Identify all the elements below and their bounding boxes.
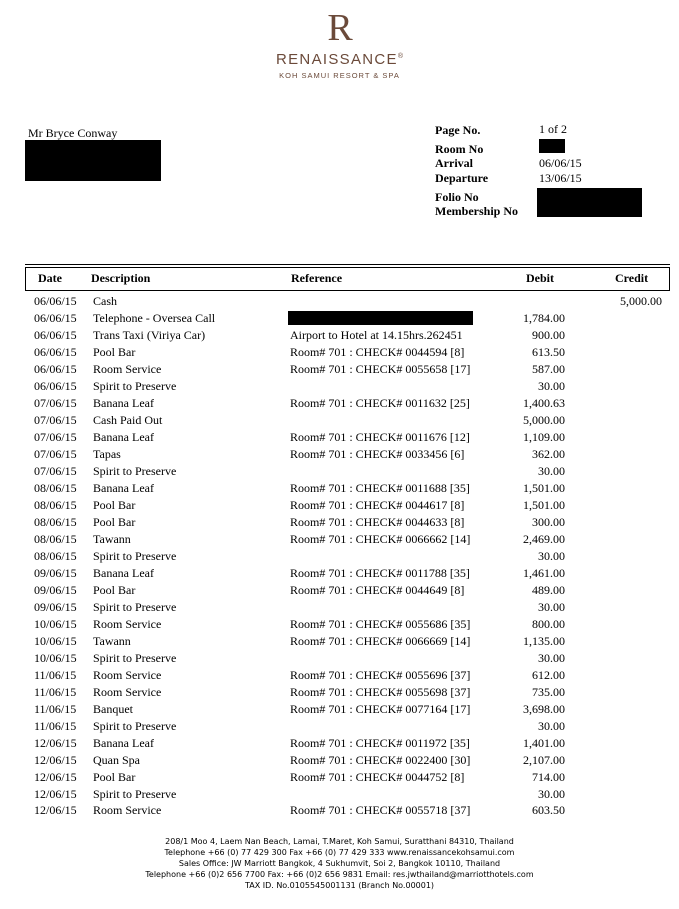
row-description: Room Service: [93, 362, 162, 376]
table-row: [0, 379, 679, 396]
table-row: [0, 294, 679, 311]
redacted-address: [25, 140, 161, 181]
table-row: [0, 498, 679, 515]
hotel-subtitle: KOH SAMUI RESORT & SPA: [279, 71, 400, 80]
column-header-date: Date: [38, 271, 62, 285]
table-row: [0, 515, 679, 532]
table-row: [0, 651, 679, 668]
row-debit: 587.00: [532, 362, 565, 376]
row-reference: Room# 701 : CHECK# 0055718 [37]: [290, 803, 471, 817]
row-debit: 30.00: [538, 464, 565, 478]
row-description: Banana Leaf: [93, 566, 154, 580]
row-date: 10/06/15: [34, 651, 77, 665]
table-row: [0, 396, 679, 413]
row-date: 06/06/15: [34, 311, 77, 325]
row-description: Tapas: [93, 447, 121, 461]
table-header-rule: [25, 264, 670, 265]
row-date: 07/06/15: [34, 413, 77, 427]
row-description: Spirit to Preserve: [93, 379, 177, 393]
row-description: Spirit to Preserve: [93, 549, 177, 563]
row-description: Banana Leaf: [93, 481, 154, 495]
logo-mark: R: [327, 7, 353, 49]
column-header-reference: Reference: [291, 271, 343, 285]
row-debit: 30.00: [538, 651, 565, 665]
row-description: Spirit to Preserve: [93, 787, 177, 801]
row-date: 11/06/15: [34, 702, 77, 716]
row-date: 12/06/15: [34, 753, 77, 767]
row-date: 09/06/15: [34, 566, 77, 580]
footer-address: 208/1 Moo 4, Laem Nan Beach, Lamai, T.Maret, Koh Samui, Suratthani 84310, Thailand: [165, 837, 514, 846]
row-debit: 30.00: [538, 600, 565, 614]
row-reference: Room# 701 : CHECK# 0044752 [8]: [290, 770, 465, 784]
footer-sales-office: Sales Office: JW Marriott Bangkok, 4 Sukhumvit, Soi 2, Bangkok 10110, Thailand: [178, 859, 501, 868]
row-date: 11/06/15: [34, 719, 77, 733]
row-reference: Room# 701 : CHECK# 0055658 [17]: [290, 362, 471, 376]
row-date: 08/06/15: [34, 515, 77, 529]
row-date: 10/06/15: [34, 617, 77, 631]
row-debit: 1,400.63: [523, 396, 565, 410]
row-reference: Room# 701 : CHECK# 0011676 [12]: [290, 430, 470, 444]
row-date: 07/06/15: [34, 447, 77, 461]
row-description: Tawann: [93, 634, 131, 648]
column-header-credit: Credit: [615, 271, 649, 285]
table-row: [0, 736, 679, 753]
row-debit: 1,135.00: [523, 634, 565, 648]
row-debit: 1,501.00: [523, 481, 565, 495]
row-description: Room Service: [93, 803, 162, 817]
row-debit: 3,698.00: [523, 702, 565, 716]
row-debit: 30.00: [538, 719, 565, 733]
row-description: Banana Leaf: [93, 736, 154, 750]
row-description: Banana Leaf: [93, 430, 154, 444]
redacted-room-number: [539, 139, 565, 153]
table-row: [0, 345, 679, 362]
row-debit: 800.00: [532, 617, 565, 631]
row-date: 11/06/15: [34, 685, 77, 699]
row-debit: 735.00: [532, 685, 565, 699]
row-description: Pool Bar: [93, 345, 136, 359]
page-number-value: 1 of 2: [539, 122, 567, 136]
row-description: Room Service: [93, 668, 162, 682]
row-date: 12/06/15: [34, 770, 77, 784]
hotel-name: [0, 51, 679, 68]
row-description: Pool Bar: [93, 770, 136, 784]
row-reference: Room# 701 : CHECK# 0011788 [35]: [290, 566, 470, 580]
row-description: Room Service: [93, 685, 162, 699]
row-debit: 1,784.00: [523, 311, 565, 325]
row-reference: Room# 701 : CHECK# 0033456 [6]: [290, 447, 465, 461]
table-row: [0, 566, 679, 583]
row-description: Spirit to Preserve: [93, 600, 177, 614]
table-row: [0, 668, 679, 685]
row-description: Telephone - Oversea Call: [93, 311, 216, 325]
departure-value: 13/06/15: [539, 171, 582, 185]
table-row: [0, 617, 679, 634]
hotel-name-text: RENAISSANCE: [276, 51, 398, 68]
table-row: [0, 447, 679, 464]
table-row: [0, 362, 679, 379]
table-row: [0, 430, 679, 447]
row-description: Spirit to Preserve: [93, 464, 177, 478]
row-reference: Room# 701 : CHECK# 0055686 [35]: [290, 617, 471, 631]
row-description: Pool Bar: [93, 498, 136, 512]
row-date: 06/06/15: [34, 294, 77, 308]
table-row: [0, 549, 679, 566]
row-reference: Room# 701 : CHECK# 0044617 [8]: [290, 498, 465, 512]
row-date: 07/06/15: [34, 430, 77, 444]
row-debit: 612.00: [532, 668, 565, 682]
row-description: Pool Bar: [93, 583, 136, 597]
row-date: 06/06/15: [34, 345, 77, 359]
row-date: 09/06/15: [34, 583, 77, 597]
row-reference: Room# 701 : CHECK# 0011972 [35]: [290, 736, 470, 750]
row-description: Spirit to Preserve: [93, 719, 177, 733]
footer-tax-id: TAX ID. No.0105545001131 (Branch No.00001): [244, 881, 435, 890]
row-description: Cash Paid Out: [93, 413, 163, 427]
row-debit: 2,107.00: [523, 753, 565, 767]
row-description: Trans Taxi (Viriya Car): [93, 328, 206, 342]
table-row: [0, 481, 679, 498]
row-reference: Room# 701 : CHECK# 0044649 [8]: [290, 583, 465, 597]
row-reference: Room# 701 : CHECK# 0022400 [30]: [290, 753, 471, 767]
row-debit: 1,109.00: [523, 430, 565, 444]
row-date: 07/06/15: [34, 396, 77, 410]
row-date: 08/06/15: [34, 549, 77, 563]
table-row: [0, 328, 679, 345]
row-description: Banquet: [93, 702, 133, 716]
row-description: Pool Bar: [93, 515, 136, 529]
footer-sales-contact: Telephone +66 (0)2 656 7700 Fax: +66 (0)2 656 9831 Email: res.jwthailand@marriotthotels.com: [145, 870, 534, 879]
row-date: 12/06/15: [34, 736, 77, 750]
row-date: 06/06/15: [34, 362, 77, 376]
row-reference: Room# 701 : CHECK# 0055698 [37]: [290, 685, 471, 699]
row-description: Tawann: [93, 532, 131, 546]
row-reference: Room# 701 : CHECK# 0044633 [8]: [290, 515, 465, 529]
row-description: Banana Leaf: [93, 396, 154, 410]
row-debit: 30.00: [538, 549, 565, 563]
row-debit: 30.00: [538, 787, 565, 801]
row-description: Quan Spa: [93, 753, 140, 767]
row-date: 08/06/15: [34, 481, 77, 495]
row-date: 10/06/15: [34, 634, 77, 648]
column-header-description: Description: [91, 271, 151, 285]
membership-number-label: Membership No: [435, 204, 518, 218]
row-reference: Room# 701 : CHECK# 0011688 [35]: [290, 481, 470, 495]
row-debit: 300.00: [532, 515, 565, 529]
column-header-debit: Debit: [526, 271, 554, 285]
row-date: 12/06/15: [34, 803, 77, 817]
row-reference: Airport to Hotel at 14.15hrs.262451: [290, 328, 463, 342]
row-debit: 1,401.00: [523, 736, 565, 750]
row-reference: Room# 701 : CHECK# 0055696 [37]: [290, 668, 471, 682]
table-row: [0, 702, 679, 719]
row-reference: Room# 701 : CHECK# 0044594 [8]: [290, 345, 465, 359]
table-row: [0, 583, 679, 600]
folio-number-label: Folio No: [435, 190, 479, 204]
row-date: 06/06/15: [34, 379, 77, 393]
table-row: [0, 634, 679, 651]
arrival-label: Arrival: [435, 156, 473, 170]
row-reference: Room# 701 : CHECK# 0066662 [14]: [290, 532, 471, 546]
row-debit: 30.00: [538, 379, 565, 393]
row-debit: 613.50: [532, 345, 565, 359]
row-reference: Room# 701 : CHECK# 0066669 [14]: [290, 634, 471, 648]
arrival-value: 06/06/15: [539, 156, 582, 170]
table-row: [0, 803, 679, 820]
row-debit: 603.50: [532, 803, 565, 817]
table-row: [0, 787, 679, 804]
row-reference: Room# 701 : CHECK# 0077164 [17]: [290, 702, 471, 716]
table-row: [0, 600, 679, 617]
table-row: [0, 464, 679, 481]
row-reference: Room# 701 : CHECK# 0011632 [25]: [290, 396, 470, 410]
table-row: [0, 685, 679, 702]
row-debit: 5,000.00: [523, 413, 565, 427]
row-date: 07/06/15: [34, 464, 77, 478]
table-row: [0, 770, 679, 787]
row-description: Room Service: [93, 617, 162, 631]
row-debit: 900.00: [532, 328, 565, 342]
row-date: 08/06/15: [34, 532, 77, 546]
row-date: 12/06/15: [34, 787, 77, 801]
table-row: [0, 719, 679, 736]
departure-label: Departure: [435, 171, 489, 185]
footer-contact: Telephone +66 (0) 77 429 300 Fax +66 (0) 77 429 333 www.renaissancekohsamui.com: [164, 848, 515, 857]
room-number-label: Room No: [435, 142, 484, 156]
row-debit: 2,469.00: [523, 532, 565, 546]
row-date: 09/06/15: [34, 600, 77, 614]
row-credit: 5,000.00: [620, 294, 662, 308]
row-debit: 1,501.00: [523, 498, 565, 512]
table-row: [0, 753, 679, 770]
registered-mark: ®: [397, 53, 403, 60]
row-date: 06/06/15: [34, 328, 77, 342]
row-description: Spirit to Preserve: [93, 651, 177, 665]
row-debit: 1,461.00: [523, 566, 565, 580]
row-date: 11/06/15: [34, 668, 77, 682]
hotel-footer: [0, 836, 679, 891]
row-debit: 714.00: [532, 770, 565, 784]
row-debit: 362.00: [532, 447, 565, 461]
page-number-label: Page No.: [435, 123, 481, 137]
row-debit: 489.00: [532, 583, 565, 597]
guest-name: Mr Bryce Conway: [28, 126, 118, 140]
redacted-reference: [288, 311, 473, 325]
redacted-folio-membership: [537, 188, 642, 217]
row-description: Cash: [93, 294, 117, 308]
table-row: [0, 413, 679, 430]
table-row: [0, 532, 679, 549]
row-date: 08/06/15: [34, 498, 77, 512]
